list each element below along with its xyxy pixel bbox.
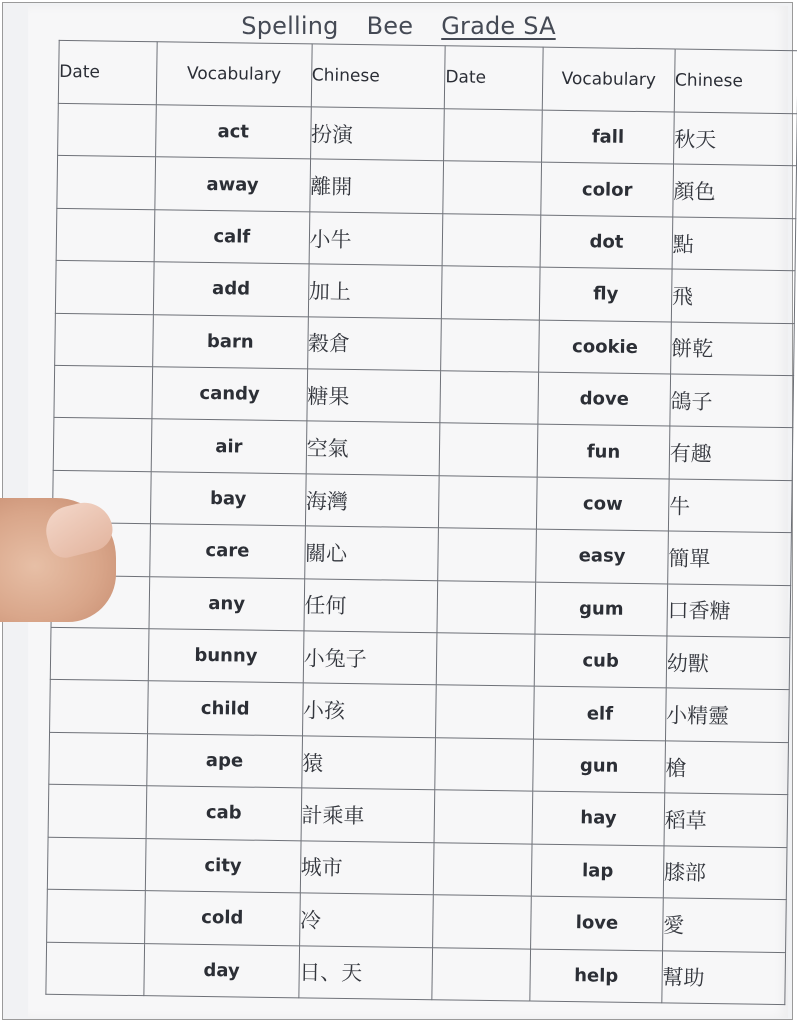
header-chinese-right: Chinese <box>674 49 797 114</box>
chinese-meaning-left: 糖果 <box>306 369 440 423</box>
header-vocabulary-left: Vocabulary <box>156 42 311 107</box>
chinese-meaning-right: 飛 <box>671 269 795 323</box>
date-cell-left <box>48 785 147 839</box>
title-spelling: Spelling <box>241 12 339 40</box>
chinese-meaning-left: 穀倉 <box>307 317 441 371</box>
vocabulary-word-right: love <box>531 896 663 950</box>
date-cell-left <box>58 103 157 157</box>
chinese-meaning-left: 海灣 <box>305 474 439 528</box>
vocabulary-word-left: act <box>156 105 311 160</box>
vocabulary-word-right: gum <box>535 582 667 636</box>
chinese-meaning-right: 有趣 <box>669 426 793 480</box>
page-title <box>0 12 797 40</box>
vocabulary-word-left: air <box>151 419 306 474</box>
table-body <box>46 103 797 1004</box>
date-cell-left <box>54 365 153 419</box>
date-cell-left <box>47 889 146 943</box>
date-cell-right <box>439 476 538 530</box>
chinese-meaning-right: 槍 <box>665 741 789 795</box>
vocabulary-word-right: elf <box>534 687 666 741</box>
header-date-left: Date <box>58 40 157 104</box>
vocabulary-table <box>45 40 797 1005</box>
date-cell-right <box>438 528 537 582</box>
date-cell-right <box>433 895 532 949</box>
date-cell-left <box>50 680 149 734</box>
vocabulary-word-right: lap <box>532 844 664 898</box>
date-cell-right <box>442 214 541 268</box>
date-cell-right <box>434 790 533 844</box>
vocabulary-word-left: cab <box>146 786 301 841</box>
vocabulary-word-right: fun <box>537 425 669 479</box>
vocabulary-word-left: add <box>153 262 308 317</box>
chinese-meaning-left: 小牛 <box>309 212 443 266</box>
chinese-meaning-right: 幫助 <box>662 950 786 1004</box>
chinese-meaning-right: 簡單 <box>667 531 791 585</box>
chinese-meaning-right: 愛 <box>662 898 786 952</box>
vocabulary-word-right: easy <box>536 529 668 583</box>
chinese-meaning-left: 加上 <box>308 264 442 318</box>
title-bee: Bee <box>366 12 414 40</box>
chinese-meaning-left: 扮演 <box>310 107 444 161</box>
date-cell-right <box>440 371 539 425</box>
vocabulary-word-right: fall <box>542 110 674 164</box>
vocabulary-word-left: day <box>144 943 299 998</box>
vocabulary-word-left: candy <box>152 367 307 422</box>
vocabulary-word-right: hay <box>532 791 664 845</box>
date-cell-left <box>56 208 155 262</box>
vocabulary-word-left: calf <box>154 210 309 265</box>
date-cell-left <box>47 837 146 891</box>
date-cell-right <box>439 423 538 477</box>
vocabulary-word-left: barn <box>153 314 308 369</box>
vocabulary-word-left: ape <box>147 734 302 789</box>
date-cell-left <box>50 627 149 681</box>
date-cell-right <box>433 842 532 896</box>
chinese-meaning-right: 幼獸 <box>666 636 790 690</box>
date-cell-left <box>49 732 148 786</box>
header-vocabulary-right: Vocabulary <box>543 47 675 112</box>
vocabulary-word-right: color <box>541 163 673 217</box>
date-cell-right <box>443 161 542 215</box>
chinese-meaning-right: 顏色 <box>673 164 797 218</box>
chinese-meaning-left: 空氣 <box>306 421 440 475</box>
chinese-meaning-left: 猿 <box>301 736 435 790</box>
date-cell-right <box>442 266 541 320</box>
chinese-meaning-left: 小孩 <box>302 683 436 737</box>
chinese-meaning-right: 秋天 <box>673 112 797 166</box>
date-cell-right <box>435 738 534 792</box>
vocabulary-word-left: away <box>155 157 310 212</box>
chinese-meaning-left: 任何 <box>304 579 438 633</box>
chinese-meaning-right: 鴿子 <box>670 374 794 428</box>
chinese-meaning-left: 離開 <box>309 159 443 213</box>
vocabulary-word-right: dot <box>540 215 672 269</box>
vocabulary-word-left: child <box>148 681 303 736</box>
vocabulary-word-right: dove <box>538 372 670 426</box>
chinese-meaning-right: 稻草 <box>664 793 788 847</box>
chinese-meaning-left: 冷 <box>299 893 433 947</box>
chinese-meaning-left: 小兔子 <box>303 631 437 685</box>
date-cell-right <box>432 947 531 1001</box>
date-cell-left <box>46 942 145 996</box>
vocabulary-word-right: cub <box>535 634 667 688</box>
vocabulary-word-left: cold <box>145 891 300 946</box>
chinese-meaning-left: 城市 <box>300 841 434 895</box>
date-cell-left <box>57 156 156 210</box>
vocabulary-word-right: help <box>530 949 662 1003</box>
vocabulary-word-left: city <box>145 838 300 893</box>
vocabulary-word-right: cookie <box>539 320 671 374</box>
chinese-meaning-right: 牛 <box>668 479 792 533</box>
vocabulary-word-left: bay <box>151 472 306 527</box>
vocabulary-word-left: care <box>150 524 305 579</box>
date-cell-left <box>55 261 154 315</box>
date-cell-left <box>55 313 154 367</box>
date-cell-right <box>437 580 536 634</box>
vocabulary-word-right: cow <box>537 477 669 531</box>
chinese-meaning-left: 日、天 <box>298 945 432 999</box>
date-cell-left <box>53 418 152 472</box>
date-cell-right <box>444 109 543 163</box>
header-date-right: Date <box>444 46 543 110</box>
table-header-row <box>58 40 797 113</box>
vocabulary-word-left: bunny <box>148 629 303 684</box>
chinese-meaning-left: 關心 <box>304 526 438 580</box>
vocabulary-word-right: fly <box>540 267 672 321</box>
chinese-meaning-right: 點 <box>672 217 796 271</box>
date-cell-right <box>436 633 535 687</box>
date-cell-right <box>436 685 535 739</box>
chinese-meaning-right: 膝部 <box>663 846 787 900</box>
header-chinese-left: Chinese <box>311 44 445 109</box>
chinese-meaning-right: 口香糖 <box>667 584 791 638</box>
title-grade: Grade SA <box>441 12 556 40</box>
chinese-meaning-right: 餅乾 <box>670 322 794 376</box>
vocabulary-word-right: gun <box>533 739 665 793</box>
chinese-meaning-right: 小精靈 <box>665 688 789 742</box>
vocabulary-word-left: any <box>149 576 304 631</box>
table-row <box>46 942 786 1005</box>
date-cell-right <box>441 318 540 372</box>
chinese-meaning-left: 計乘車 <box>301 788 435 842</box>
